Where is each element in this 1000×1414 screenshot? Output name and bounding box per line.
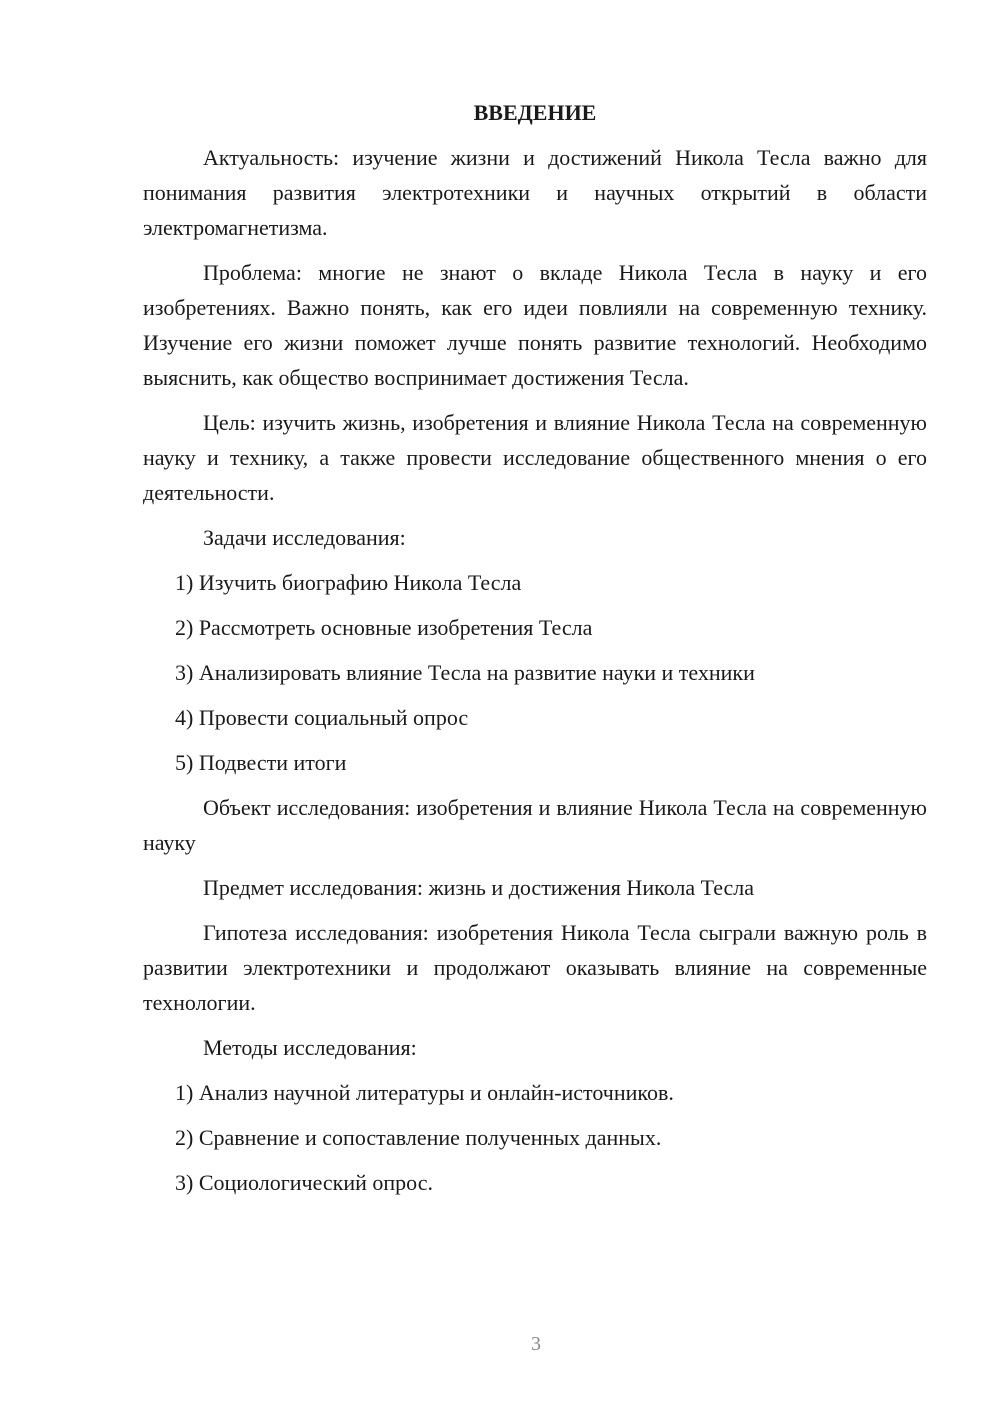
goal-paragraph: Цель: изучить жизнь, изобретения и влияние Никола Тесла на современную науку и технику, а также провести исследование общественного мнения о его деятельности. [143,410,927,505]
task-item: 3) Анализировать влияние Тесла на развитие науки и техники [175,660,755,685]
page-title: ВВЕДЕНИЕ [473,100,597,125]
document-body [143,95,927,1210]
tasks-heading: Задачи исследования: [203,525,406,550]
methods-heading: Методы исследования: [203,1035,417,1060]
task-item: 1) Изучить биографию Никола Тесла [175,570,522,595]
method-item: 2) Сравнение и сопоставление полученных данных. [175,1125,662,1150]
task-item: 4) Провести социальный опрос [175,705,469,730]
method-item: 3) Социологический опрос. [175,1170,433,1195]
task-item: 2) Рассмотреть основные изобретения Тесла [175,615,593,640]
subject-paragraph: Предмет исследования: жизнь и достижения Никола Тесла [203,875,755,900]
object-paragraph: Объект исследования: изобретения и влияние Никола Тесла на современную науку [143,795,927,855]
problem-paragraph: Проблема: многие не знают о вкладе Никола Тесла в науку и его изобретениях. Важно понять, как его идеи повлияли на современную технику. Изучение его жизни поможет лучше понять развитие технологий. Необходимо выяснить, как общество воспринимает достижения Тесла. [143,260,927,390]
task-item: 5) Подвести итоги [175,750,347,775]
page-number: 3 [531,1333,541,1355]
method-item: 1) Анализ научной литературы и онлайн-источников. [175,1080,674,1105]
relevance-paragraph: Актуальность: изучение жизни и достижений Никола Тесла важно для понимания развития электротехники и научных открытий в области электромагнетизма. [143,145,927,240]
hypothesis-paragraph: Гипотеза исследования: изобретения Никола Тесла сыграли важную роль в развитии электротехники и продолжают оказывать влияние на современные технологии. [143,920,927,1015]
